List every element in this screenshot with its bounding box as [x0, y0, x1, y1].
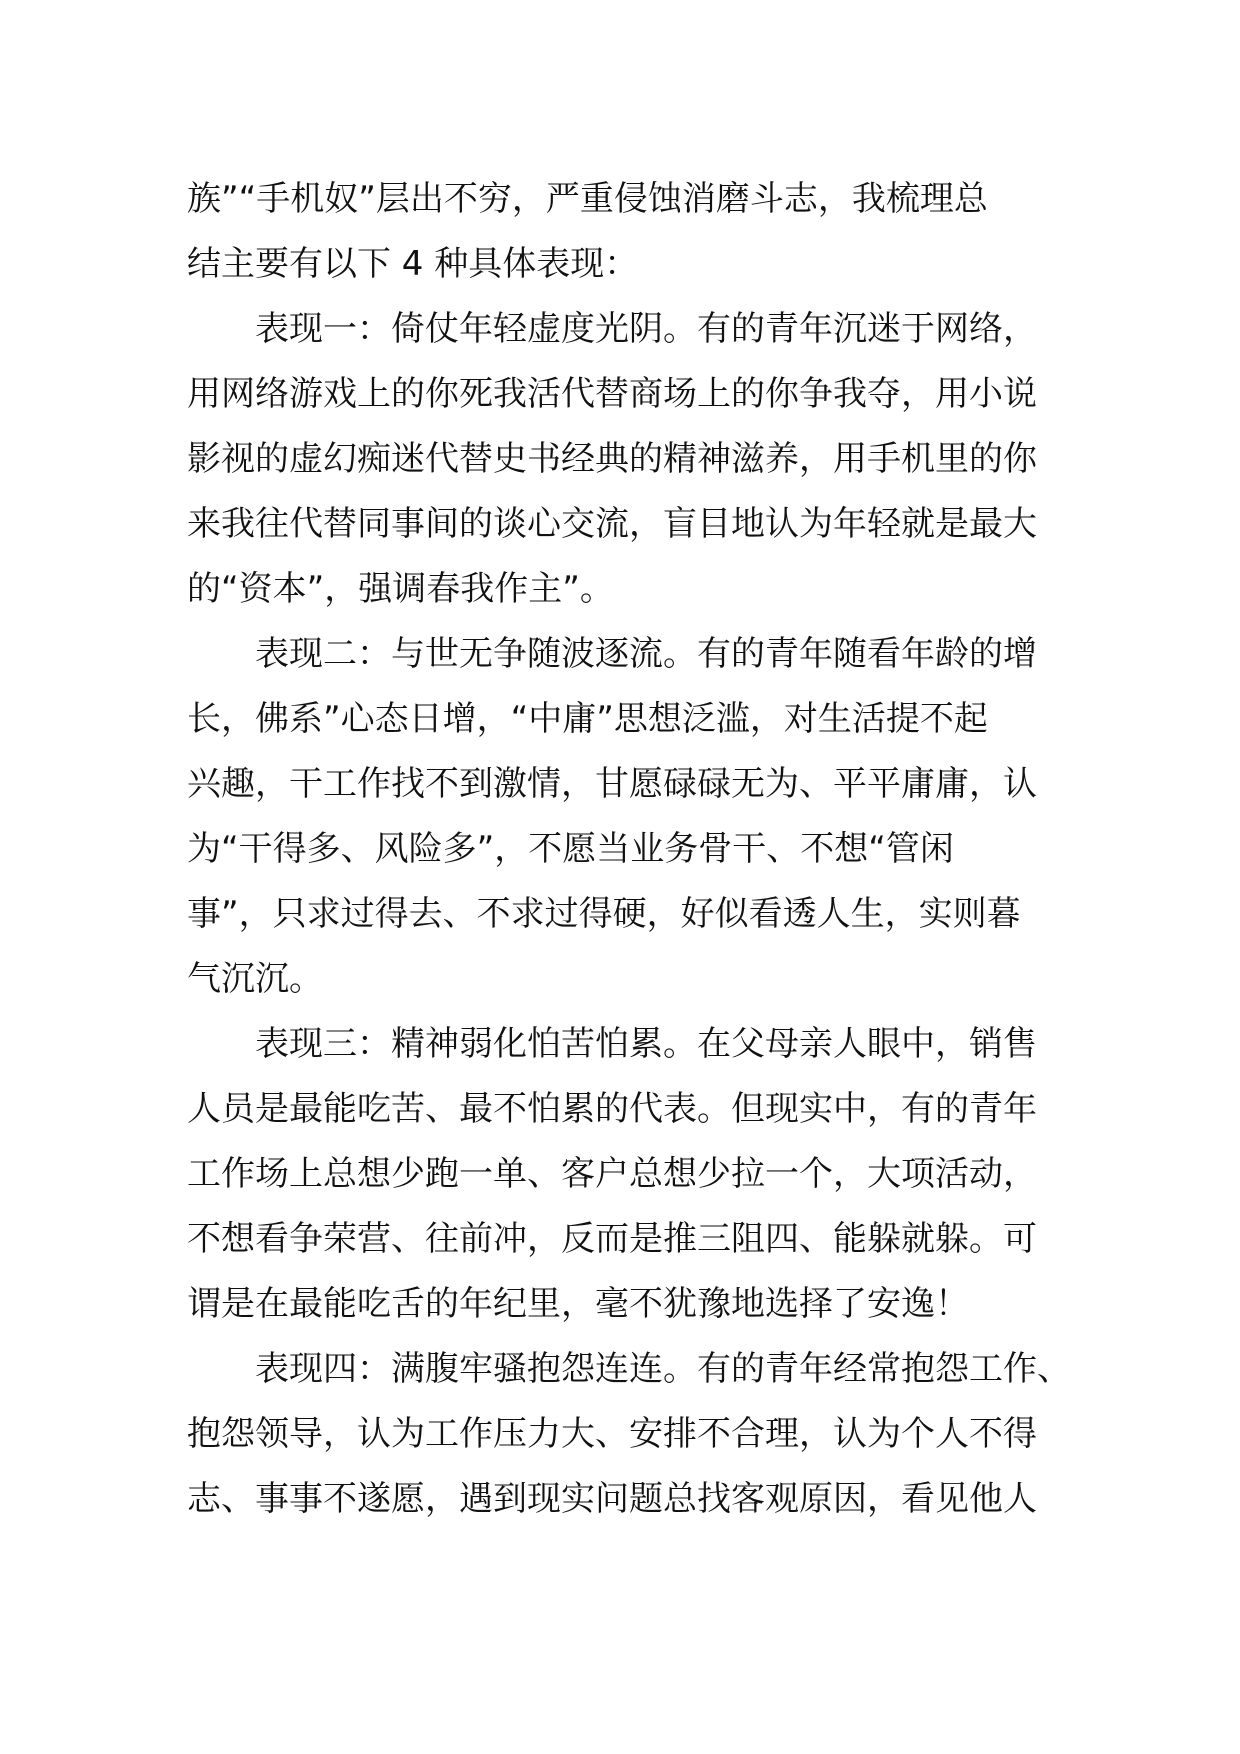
text-line: 兴趣，干工作找不到激情，甘愿碌碌无为、平平庸庸，认	[187, 764, 1037, 804]
text-line: 表现二：与世无争随波逐流。有的青年随看年龄的增	[255, 634, 1037, 674]
text-line: 表现三：精神弱化怕苦怕累。在父母亲人眼中，销售	[255, 1024, 1037, 1064]
text-line: 志、事事不遂愿，遇到现实问题总找客观原因，看见他人	[187, 1479, 1037, 1519]
text-line: 不想看争荣营、往前冲，反而是推三阻四、能躲就躲。可	[187, 1219, 1037, 1259]
text-line: 抱怨领导，认为工作压力大、安排不合理，认为个人不得	[187, 1414, 1037, 1454]
text-line: 谓是在最能吃舌的年纪里，毫不犹豫地选择了安逸！	[187, 1284, 969, 1324]
text-line: 为“干得多、风险多”，不愿当业务骨干、不想“管闲	[187, 829, 954, 869]
text-line: 用网络游戏上的你死我活代替商场上的你争我夺，用小说	[187, 374, 1037, 414]
text-line: 事”，只求过得去、不求过得硬，好似看透人生，实则暮	[187, 894, 1021, 934]
body-text	[187, 167, 1071, 1532]
text-line: 人员是最能吃苦、最不怕累的代表。但现实中，有的青年	[187, 1089, 1037, 1129]
text-line: 表现四：满腹牢骚抱怨连连。有的青年经常抱怨工作、	[255, 1349, 1071, 1389]
text-line: 来我往代替同事间的谈心交流，盲目地认为年轻就是最大	[187, 504, 1037, 544]
text-line: 族”“手机奴”层出不穷，严重侵蚀消磨斗志，我梳理总	[187, 179, 988, 219]
text-line: 表现一：倚仗年轻虚度光阴。有的青年沉迷于网络，	[255, 309, 1037, 349]
text-line: 气沉沉。	[187, 959, 323, 999]
text-line: 的“资本”，强调春我作主”。	[187, 569, 614, 609]
text-line: 工作场上总想少跑一单、客户总想少拉一个，大项活动，	[187, 1154, 1037, 1194]
text-line: 结主要有以下 4 种具体表现：	[187, 244, 639, 284]
text-line: 影视的虚幻痴迷代替史书经典的精神滋养，用手机里的你	[187, 439, 1037, 479]
text-line: 长，佛系”心态日增，“中庸”思想泛滥，对生活提不起	[187, 699, 988, 739]
